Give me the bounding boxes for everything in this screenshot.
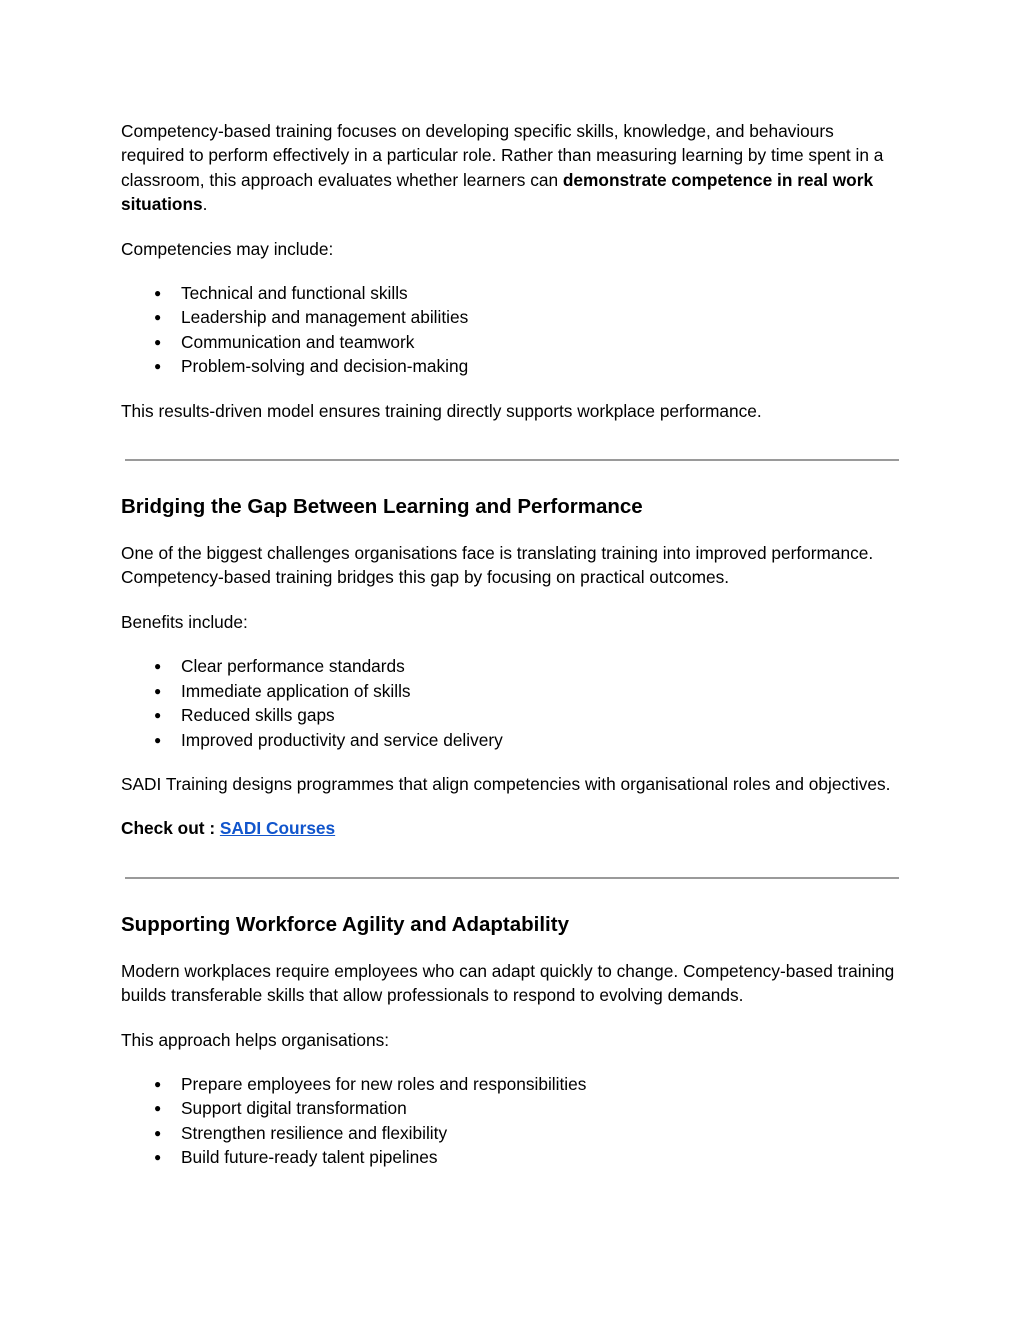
list-item-text: Problem-solving and decision-making bbox=[181, 356, 469, 377]
bullet-icon: ● bbox=[154, 1150, 162, 1165]
list-item bbox=[121, 1072, 901, 1096]
intro-paragraph bbox=[121, 119, 901, 217]
bullet-icon: ● bbox=[154, 1076, 162, 1091]
list-item bbox=[121, 1121, 901, 1145]
section-heading-agility: Supporting Workforce Agility and Adaptability bbox=[121, 912, 569, 936]
list-item-text: Build future-ready talent pipelines bbox=[181, 1147, 438, 1168]
list-item-text: Prepare employees for new roles and responsibilities bbox=[181, 1073, 587, 1094]
list-item-text: Immediate application of skills bbox=[181, 680, 411, 701]
horizontal-divider bbox=[125, 877, 899, 879]
sadi-courses-link[interactable]: SADI Courses bbox=[219, 818, 336, 839]
list-item bbox=[121, 703, 901, 727]
intro-closing: This results-driven model ensures training directly supports workplace performance. bbox=[121, 400, 762, 421]
list-item-text: Technical and functional skills bbox=[181, 283, 408, 304]
bullet-icon: ● bbox=[154, 1101, 162, 1116]
cta-label: Check out : bbox=[121, 818, 220, 839]
list-item bbox=[121, 654, 901, 678]
list-item bbox=[121, 1145, 901, 1169]
list-item bbox=[121, 281, 901, 305]
bullet-icon: ● bbox=[154, 659, 162, 674]
bullet-icon: ● bbox=[154, 310, 162, 325]
benefits-list bbox=[121, 654, 901, 752]
section2-paragraph: Modern workplaces require employees who can adapt quickly to change. Competency-based training builds transferable skills that allow professionals to respond to evolving demands. bbox=[121, 960, 895, 1006]
list-item-text: Reduced skills gaps bbox=[181, 705, 335, 726]
intro-text-end: . bbox=[202, 194, 208, 215]
list-item-text: Support digital transformation bbox=[181, 1098, 407, 1119]
list-item bbox=[121, 354, 901, 378]
bullet-icon: ● bbox=[154, 1125, 162, 1140]
competencies-intro: Competencies may include: bbox=[121, 238, 334, 259]
bullet-icon: ● bbox=[154, 683, 162, 698]
list-item bbox=[121, 1096, 901, 1120]
horizontal-divider bbox=[125, 459, 899, 461]
competencies-list bbox=[121, 281, 901, 379]
bullet-icon: ● bbox=[154, 359, 162, 374]
section1-closing: SADI Training designs programmes that align competencies with organisational roles and objectives. bbox=[121, 773, 891, 794]
intro-text: Competency-based training focuses on developing specific skills, knowledge, and behaviours required to perform effectively in a particular role. Rather than measuring learning by time spent in a classroom, this approach evaluates whether learners can bbox=[121, 121, 884, 190]
list-item bbox=[121, 728, 901, 752]
cta-line bbox=[121, 816, 901, 840]
list-item-text: Communication and teamwork bbox=[181, 331, 415, 352]
bullet-icon: ● bbox=[154, 334, 162, 349]
list-item bbox=[121, 305, 901, 329]
bullet-icon: ● bbox=[154, 708, 162, 723]
bullet-icon: ● bbox=[154, 286, 162, 301]
list-item-text: Strengthen resilience and flexibility bbox=[181, 1122, 448, 1143]
list-item-text: Improved productivity and service delivery bbox=[181, 729, 503, 750]
organisations-intro: This approach helps organisations: bbox=[121, 1029, 390, 1050]
document-page bbox=[121, 119, 901, 1190]
benefits-intro: Benefits include: bbox=[121, 611, 248, 632]
list-item bbox=[121, 679, 901, 703]
list-item-text: Clear performance standards bbox=[181, 656, 405, 677]
list-item-text: Leadership and management abilities bbox=[181, 307, 469, 328]
intro-bold-text: demonstrate competence in real work situations bbox=[121, 169, 874, 215]
list-item bbox=[121, 330, 901, 354]
section1-paragraph: One of the biggest challenges organisations face is translating training into improved performance. Competency-based training bridges this gap by focusing on practical outcomes. bbox=[121, 543, 874, 588]
organisations-list bbox=[121, 1072, 901, 1170]
section-heading-bridging: Bridging the Gap Between Learning and Performance bbox=[121, 495, 643, 519]
bullet-icon: ● bbox=[154, 732, 162, 747]
